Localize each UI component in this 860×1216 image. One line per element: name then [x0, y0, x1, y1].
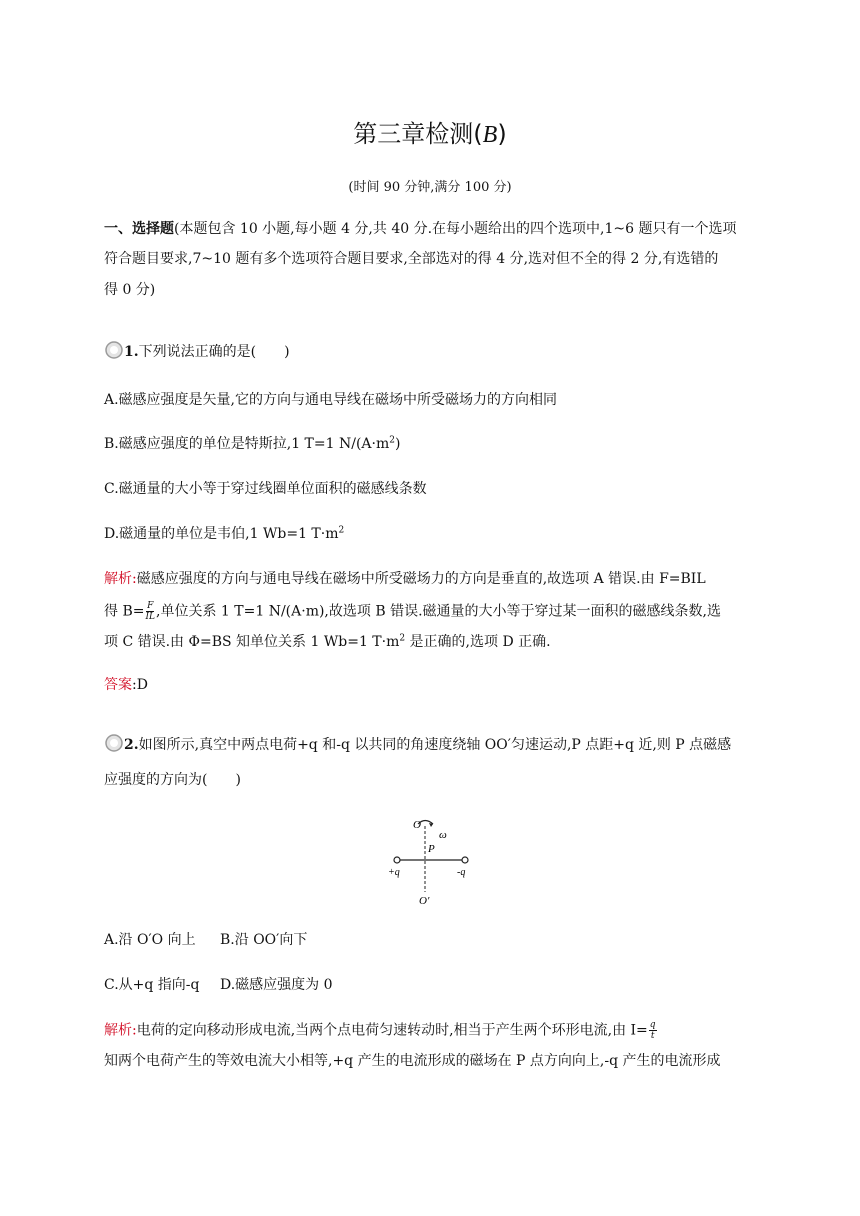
fraction-q-over-t: $\frac{q}{t}$ — [649, 1020, 656, 1041]
question-1-analysis-line3: 项 C 错误.由 Φ=BS 知单位关系 1 Wb=1 $T\cdot m^2$ 是正确的,选项 D 正确. — [104, 633, 551, 650]
question-marker-icon — [104, 340, 124, 360]
charge-plus-q — [394, 857, 400, 863]
question-1-stem: 1.下列说法正确的是( ) — [104, 340, 290, 362]
question-1-option-a: A.磁感应强度是矢量,它的方向与通电导线在磁场中所受磁场力的方向相同 — [104, 392, 558, 408]
section-label: 一、选择题 — [104, 221, 174, 237]
fraction-f-over-il: $\frac{F}{IL}$ — [145, 601, 156, 622]
question-1-answer: 答案:D — [104, 677, 148, 693]
question-2-stem-line1: 2.如图所示,真空中两点电荷+q 和-q 以共同的角速度绕轴 OO′匀速运动,P 点距+q 近,则 P 点磁感 — [104, 733, 731, 755]
question-2-option-b: B.沿 OO′向下 — [220, 932, 308, 948]
question-2-option-d: D.磁感应强度为 0 — [220, 977, 333, 993]
section-instructions-line2: 符合题目要求,7~10 题有多个选项符合题目要求,全部选对的得 4 分,选对但不全的得 2 分,有选错的 — [104, 251, 719, 267]
question-2-option-a: A.沿 O′O 向上 — [104, 932, 196, 948]
label-o-top: O — [413, 819, 421, 831]
question-1-analysis-line2: 得 B= $\frac{F}{IL}$ ,单位关系 1 T=1 N/(A·m),故选项 B 错误.磁通量的大小等于穿过某一面积的磁感线条数,选 — [104, 601, 721, 622]
label-minus-q: -q — [457, 867, 466, 878]
label-p: P — [428, 843, 435, 855]
label-plus-q: +q — [388, 867, 400, 878]
section-instructions-line3: 得 0 分) — [104, 282, 156, 298]
question-2-analysis-line2: 知两个电荷产生的等效电流大小相等,+q 产生的电流形成的磁场在 P 点方向向上,-q 产生的电流形成 — [104, 1053, 721, 1069]
question-marker-icon — [104, 733, 124, 753]
analysis-label: 解析: — [104, 571, 137, 587]
page-title: 第三章检测(B) — [353, 120, 507, 148]
section-instructions-line1: 一、选择题(本题包含 10 小题,每小题 4 分,共 40 分.在每小题给出的四个选项中,1~6 题只有一个选项 — [104, 221, 737, 237]
question-1-option-c: C.磁通量的大小等于穿过线圈单位面积的磁感线条数 — [104, 481, 427, 497]
question-2-option-c: C.从+q 指向-q — [104, 977, 200, 993]
page-subtitle: (时间 90 分钟,满分 100 分) — [348, 180, 512, 195]
question-1-option-b: B.磁感应强度的单位是特斯拉,1 T=1 $N/(A\cdot m^2)$ — [104, 435, 401, 452]
question-2-analysis-line1: 解析:电荷的定向移动形成电流,当两个点电荷匀速转动时,相当于产生两个环形电流,由 I= $\frac{q}{t}$ — [104, 1020, 656, 1041]
answer-label: 答案 — [104, 677, 132, 693]
question-1-option-d: D.磁通量的单位是韦伯,1 Wb=1 $T\cdot m^2$ — [104, 525, 345, 542]
label-o-bottom: O′ — [419, 895, 430, 907]
rotating-charges-figure — [385, 812, 485, 910]
question-1-analysis-line1: 解析:磁感应强度的方向与通电导线在磁场中所受磁场力的方向是垂直的,故选项 A 错误.由 F=BIL — [104, 571, 706, 587]
label-omega: ω — [439, 829, 447, 841]
question-2-stem-line2: 应强度的方向为( ) — [104, 772, 241, 788]
analysis-label: 解析: — [104, 1022, 137, 1039]
charge-minus-q — [462, 857, 468, 863]
